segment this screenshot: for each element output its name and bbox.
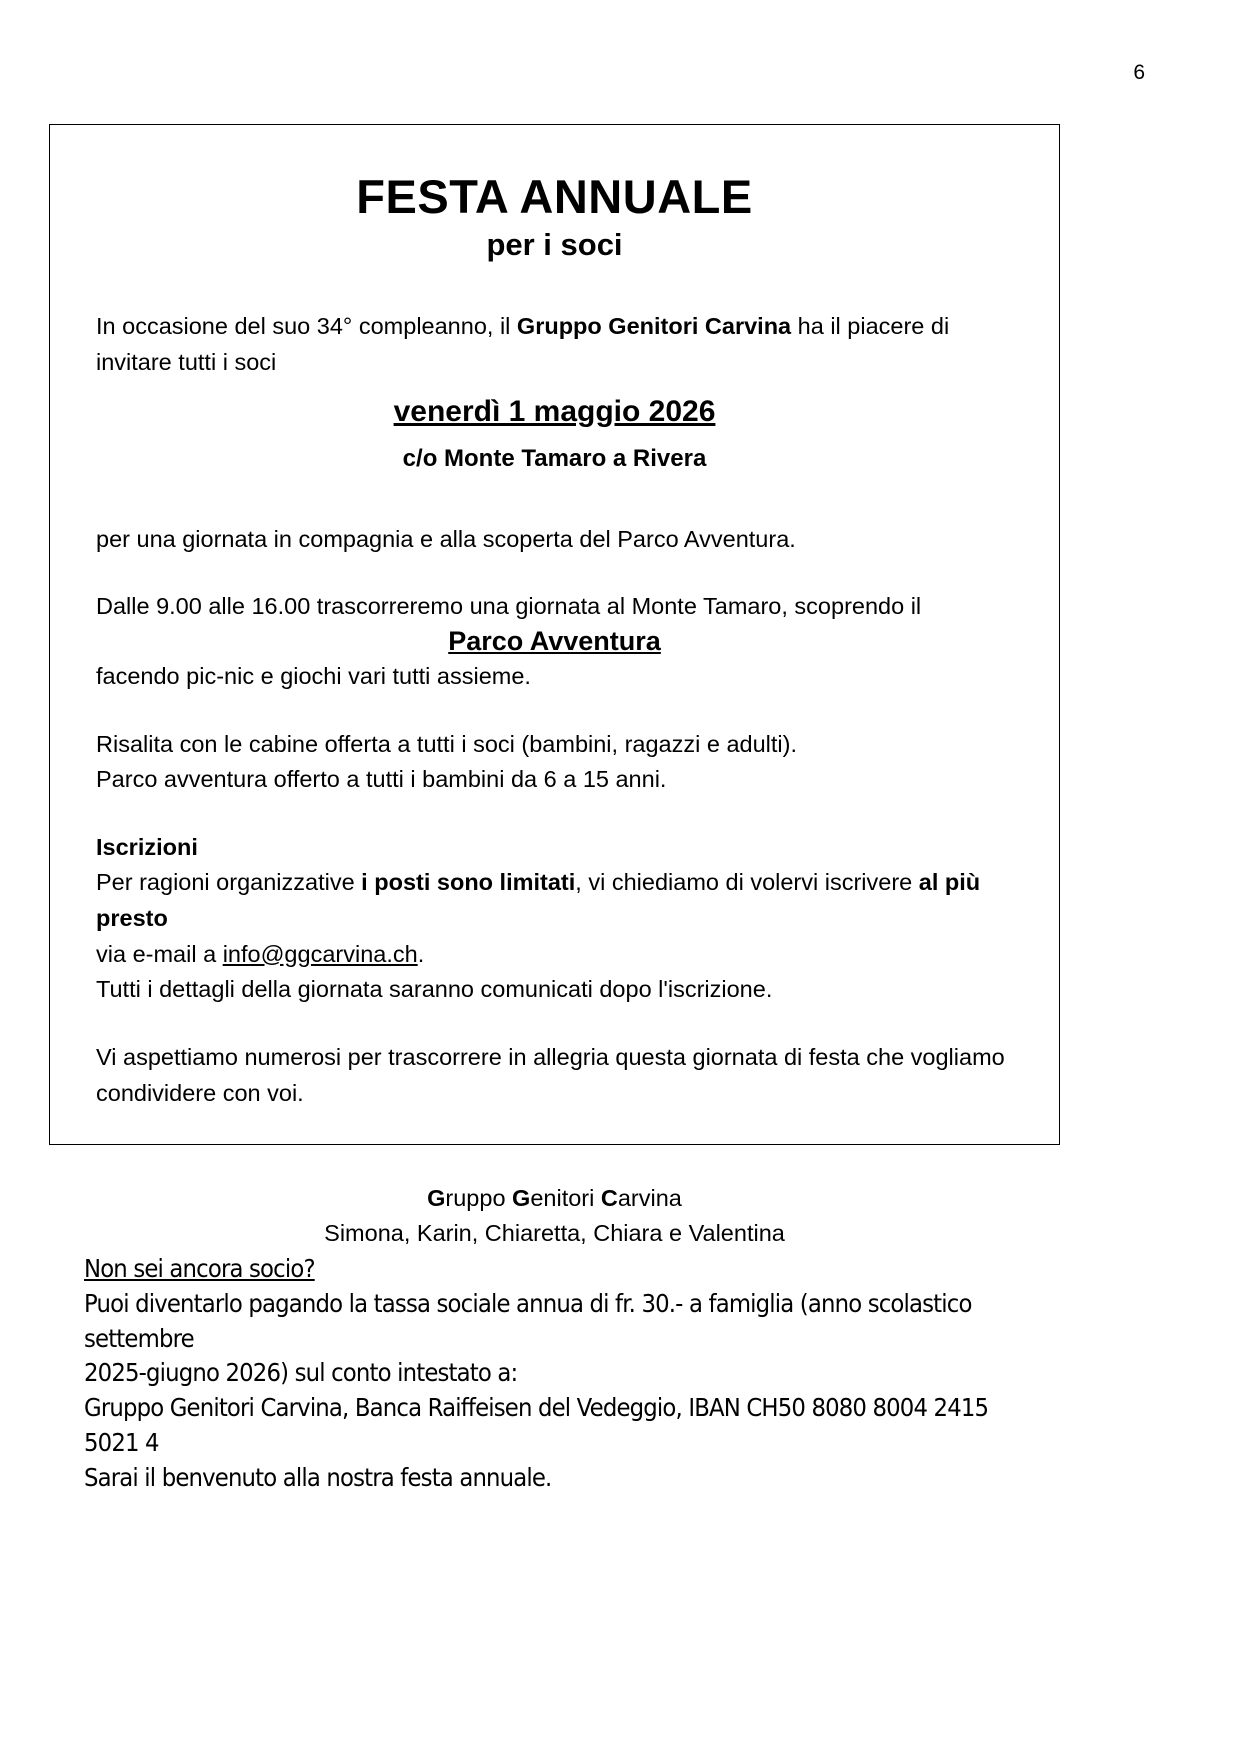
park-offer-line: Parco avventura offerto a tutti i bambini da 6 a 15 anni. xyxy=(96,766,667,793)
signature-cap-g2: G xyxy=(512,1184,531,1211)
cable-car-line: Risalita con le cabine offerta a tutti i soci (bambini, ragazzi e adulti). xyxy=(96,730,797,757)
membership-note xyxy=(84,1252,995,1495)
flyer-framed-box xyxy=(49,124,1060,1246)
registration-line-3: Tutti i dettagli della giornata saranno comunicati dopo l'iscrizione. xyxy=(96,976,773,1003)
event-date: venerdì 1 maggio 2026 xyxy=(393,395,716,429)
schedule-line: Dalle 9.00 alle 16.00 trascorreremo una giornata al Monte Tamaro, scoprendo il xyxy=(96,593,922,620)
signature-word-2: enitori xyxy=(530,1184,601,1211)
registration-heading: Iscrizioni xyxy=(96,833,198,860)
membership-heading: Non sei ancora socio? xyxy=(84,1254,315,1283)
page-subtitle: per i soci xyxy=(486,226,623,262)
registration-line-2 xyxy=(96,937,1013,973)
closing-line-2: condividere con voi. xyxy=(96,1079,304,1106)
membership-line-1: Puoi diventarlo pagando la tassa sociale annua di fr. 30.- a famiglia (anno scolastico settembre xyxy=(84,1288,972,1353)
registration-limited-seats: i posti sono limitati xyxy=(361,869,576,896)
signature-organization xyxy=(96,1181,1013,1216)
intro-organization-name: Gruppo Genitori Carvina xyxy=(516,312,792,339)
registration-asap: al più presto xyxy=(96,869,981,931)
intro-text-before: In occasione del suo 34° compleanno, il xyxy=(96,312,517,339)
registration-text-1: Per ragioni organizzative xyxy=(96,869,362,896)
page-title: FESTA ANNUALE xyxy=(356,170,753,223)
event-location: c/o Monte Tamaro a Rivera xyxy=(402,445,707,473)
page-number: 6 xyxy=(1133,61,1145,84)
email-suffix: . xyxy=(417,940,425,967)
intro-text-after: ha il piacere di invitare tutti i soci xyxy=(96,312,950,375)
signature-cap-c1: C xyxy=(600,1184,618,1211)
membership-line-4: Sarai il benvenuto alla nostra festa annuale. xyxy=(84,1462,552,1492)
signature-word-3: arvina xyxy=(617,1184,682,1211)
picnic-line: facendo pic-nic e giochi vari tutti assieme. xyxy=(96,662,531,689)
signature-cap-g1: G xyxy=(427,1184,446,1211)
flyer-content xyxy=(50,125,1059,1251)
intro-paragraph xyxy=(96,309,1013,380)
contact-email-link[interactable]: info@ggcarvina.ch xyxy=(222,940,418,967)
highlight-parco-avventura: Parco Avventura xyxy=(448,626,661,657)
signature-word-1: ruppo xyxy=(445,1184,513,1211)
membership-bank-details: Gruppo Genitori Carvina, Banca Raiffeisen del Vedeggio, IBAN CH50 8080 8004 2415 5021 4 xyxy=(84,1393,989,1457)
registration-text-2: , vi chiediamo di volervi iscrivere xyxy=(575,869,919,896)
registration-line-1 xyxy=(96,865,1013,936)
purpose-line: per una giornata in compagnia e alla scoperta del Parco Avventura. xyxy=(96,525,796,552)
signature-names: Simona, Karin, Chiaretta, Chiara e Valentina xyxy=(324,1219,785,1246)
email-prefix: via e-mail a xyxy=(96,940,223,967)
closing-line-1: Vi aspettiamo numerosi per trascorrere in allegria questa giornata di festa che vogliamo xyxy=(96,1044,1005,1071)
membership-line-2: 2025-giugno 2026) sul conto intestato a: xyxy=(84,1358,518,1388)
